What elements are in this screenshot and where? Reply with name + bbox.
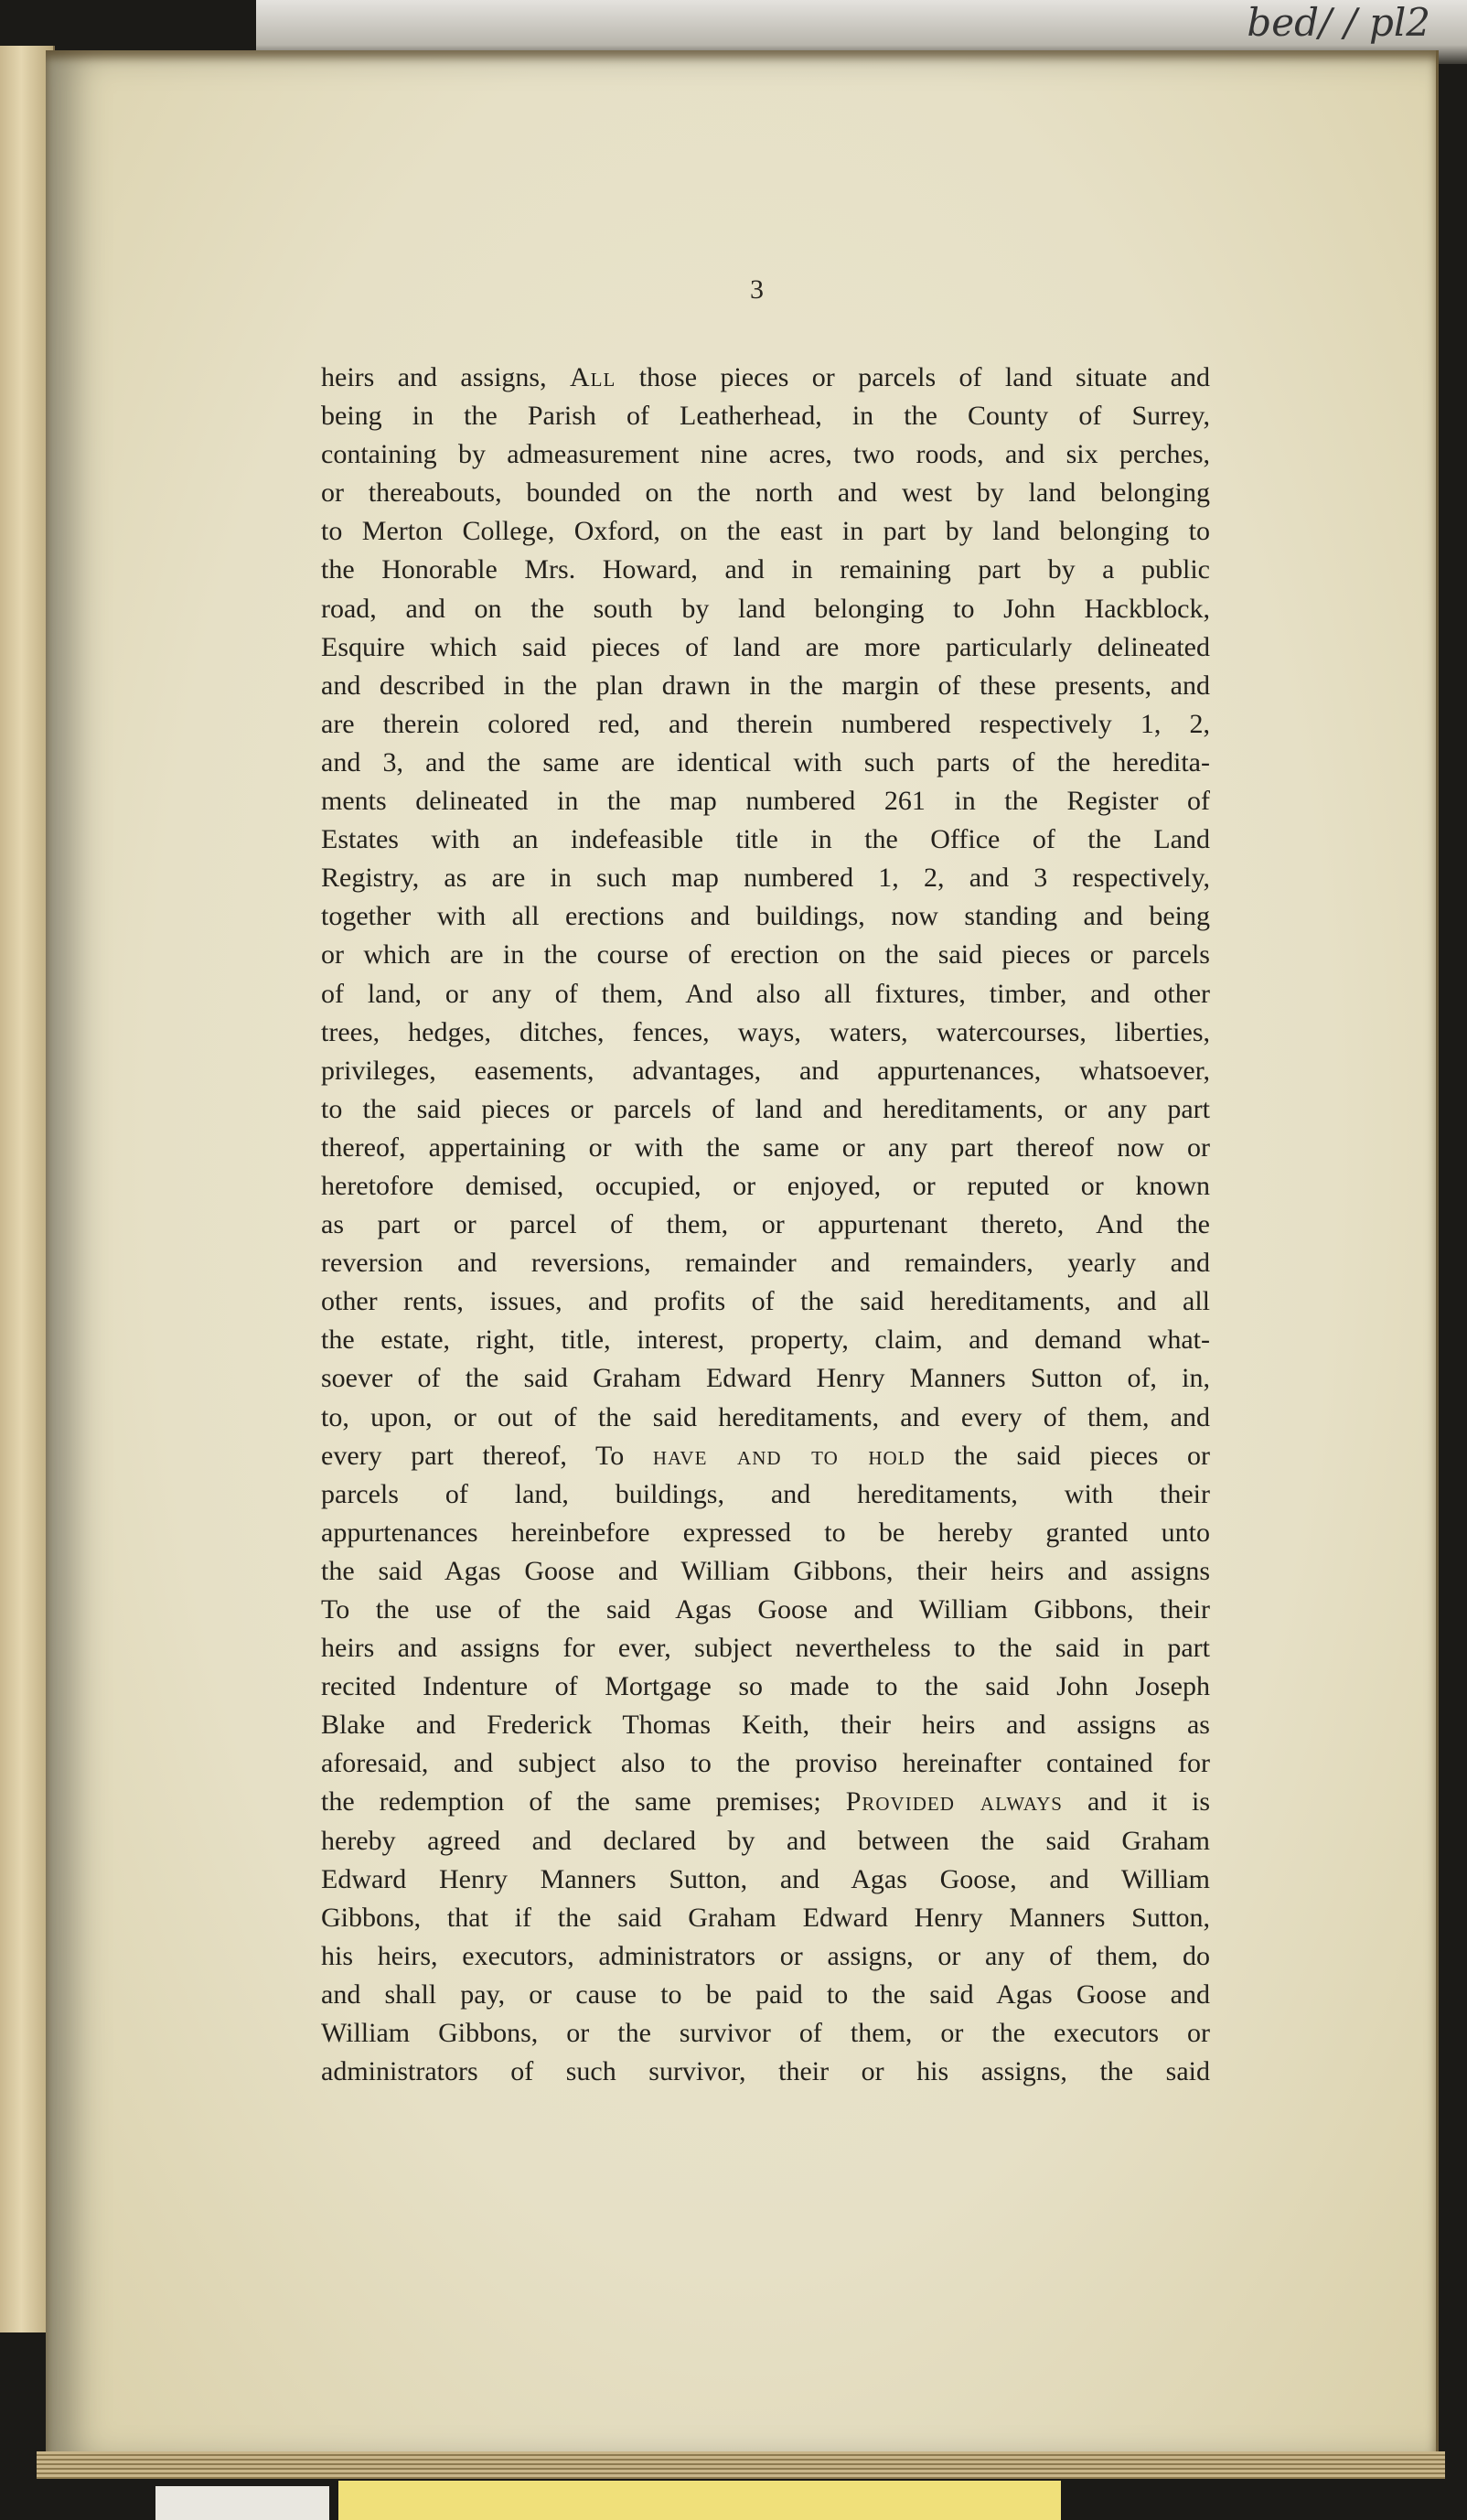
- text-segment: the Honorable Mrs. Howard, and in remaining part by a public: [321, 554, 1210, 585]
- text-segment: and it is: [1062, 1786, 1210, 1818]
- text-segment: to, upon, or out of the said hereditaments, and every of them, and: [321, 1401, 1210, 1432]
- text-segment: heirs and assigns,: [321, 362, 570, 392]
- text-line: [321, 820, 1210, 859]
- text-line: [321, 1359, 1210, 1398]
- page-edges: [37, 2451, 1445, 2479]
- text-line: [321, 1129, 1210, 1167]
- text-line: [321, 975, 1210, 1013]
- text-segment: reversion and reversions, remainder and remainders, yearly and: [321, 1248, 1210, 1279]
- text-line: [321, 1321, 1210, 1359]
- text-line: [321, 1744, 1210, 1783]
- text-segment: appurtenances hereinbefore expressed to be hereby granted unto: [321, 1517, 1210, 1548]
- text-segment: as part or parcel of them, or appurtenant thereto, And the: [321, 1209, 1210, 1240]
- text-segment: to Merton College, Oxford, on the east in part by land belonging to: [321, 516, 1210, 547]
- text-segment: other rents, issues, and profits of the said hereditaments, and all: [321, 1286, 1210, 1317]
- text-line: [321, 1667, 1210, 1706]
- text-line: [321, 551, 1210, 589]
- text-segment: Edward Henry Manners Sutton, and Agas Goose, and William: [321, 1863, 1210, 1894]
- text-segment: ments delineated in the map numbered 261 in the Register of: [321, 786, 1210, 817]
- text-line: [321, 1783, 1210, 1821]
- text-segment: parcels of land, buildings, and hereditaments, with their: [321, 1478, 1210, 1509]
- text-segment: soever of the said Graham Edward Henry Manners Sutton of, in,: [321, 1363, 1210, 1394]
- text-line: [321, 782, 1210, 820]
- text-segment: the redemption of the same premises;: [321, 1786, 846, 1818]
- text-line: [321, 1861, 1210, 1899]
- text-segment: Estates with an indefeasible title in the Office of the Land: [321, 824, 1210, 855]
- text-segment: or which are in the course of erection on the said pieces or parcels: [321, 939, 1210, 970]
- text-line: [321, 1899, 1210, 1937]
- text-line: [321, 2014, 1210, 2053]
- text-segment: Blake and Frederick Thomas Keith, their heirs and assigns as: [321, 1710, 1210, 1741]
- small-caps-phrase: All: [570, 362, 616, 392]
- text-segment: heirs and assigns for ever, subject nevertheless to the said in part: [321, 1633, 1210, 1664]
- sticky-note: [338, 2481, 1061, 2520]
- page-number: 3: [750, 274, 764, 305]
- text-segment: trees, hedges, ditches, fences, ways, waters, watercourses, liberties,: [321, 1016, 1210, 1047]
- text-segment: privileges, easements, advantages, and appurtenances, whatsoever,: [321, 1055, 1210, 1086]
- text-segment: administrators of such survivor, their or his assigns, the said: [321, 2056, 1210, 2087]
- text-segment: and 3, and the same are identical with such parts of the heredita-: [321, 746, 1210, 777]
- text-line: [321, 1167, 1210, 1206]
- text-line: [321, 1937, 1210, 1976]
- text-segment: Gibbons, that if the said Graham Edward Henry Manners Sutton,: [321, 1902, 1210, 1933]
- text-segment: being in the Parish of Leatherhead, in the County of Surrey,: [321, 401, 1210, 432]
- text-line: [321, 359, 1210, 397]
- text-line: [321, 512, 1210, 551]
- text-line: [321, 1244, 1210, 1282]
- text-line: [321, 1282, 1210, 1321]
- text-segment: or thereabouts, bounded on the north and west by land belonging: [321, 477, 1210, 509]
- text-segment: To the use of the said Agas Goose and William Gibbons, their: [321, 1594, 1210, 1625]
- text-line: [321, 859, 1210, 897]
- text-line: [321, 1013, 1210, 1052]
- text-line: [321, 2053, 1210, 2091]
- text-line: [321, 705, 1210, 744]
- text-line: [321, 1976, 1210, 2014]
- text-line: [321, 1514, 1210, 1552]
- text-segment: aforesaid, and subject also to the proviso hereinafter contained for: [321, 1748, 1210, 1779]
- text-segment: Registry, as are in such map numbered 1, 2, and 3 respectively,: [321, 863, 1210, 894]
- text-segment: heretofore demised, occupied, or enjoyed, or reputed or known: [321, 1170, 1210, 1201]
- text-line: [321, 474, 1210, 512]
- text-line: [321, 1591, 1210, 1629]
- text-line: [321, 1090, 1210, 1129]
- text-line: [321, 1052, 1210, 1090]
- text-segment: those pieces or parcels of land situate and: [616, 362, 1210, 392]
- text-segment: road, and on the south by land belonging to John Hackblock,: [321, 593, 1210, 624]
- text-line: [321, 667, 1210, 705]
- text-segment: thereof, appertaining or with the same or any part thereof now or: [321, 1131, 1210, 1163]
- text-line: [321, 1437, 1210, 1475]
- text-segment: Esquire which said pieces of land are more particularly delineated: [321, 631, 1210, 662]
- text-segment: of land, or any of them, And also all fixtures, timber, and other: [321, 978, 1210, 1009]
- text-line: [321, 1629, 1210, 1667]
- small-caps-phrase: have and to hold: [652, 1440, 926, 1471]
- text-segment: his heirs, executors, administrators or assigns, or any of them, do: [321, 1940, 1210, 1971]
- text-segment: the estate, right, title, interest, property, claim, and demand what-: [321, 1324, 1210, 1356]
- text-segment: the said pieces or: [925, 1440, 1210, 1471]
- text-line: [321, 1822, 1210, 1861]
- text-segment: together with all erections and buildings, now standing and being: [321, 901, 1210, 932]
- text-line: [321, 435, 1210, 474]
- text-segment: hereby agreed and declared by and between the said Graham: [321, 1825, 1210, 1856]
- text-line: [321, 590, 1210, 628]
- text-line: [321, 744, 1210, 782]
- text-line: [321, 936, 1210, 974]
- text-line: [321, 1552, 1210, 1591]
- text-line: [321, 1706, 1210, 1744]
- text-segment: and shall pay, or cause to be paid to the said Agas Goose and: [321, 1978, 1210, 2010]
- text-segment: to the said pieces or parcels of land and hereditaments, or any part: [321, 1093, 1210, 1124]
- paper-slip: [155, 2486, 329, 2520]
- text-segment: the said Agas Goose and William Gibbons, their heirs and assigns: [321, 1555, 1210, 1586]
- text-line: [321, 1206, 1210, 1244]
- text-segment: and described in the plan drawn in the margin of these presents, and: [321, 670, 1210, 701]
- handwritten-margin-note: bed/ / pl2: [1247, 0, 1430, 45]
- text-segment: every part thereof, To: [321, 1440, 653, 1471]
- text-line: [321, 1475, 1210, 1514]
- text-line: [321, 397, 1210, 435]
- small-caps-phrase: Provided always: [845, 1786, 1063, 1818]
- text-segment: are therein colored red, and therein numbered respectively 1, 2,: [321, 708, 1210, 739]
- text-segment: recited Indenture of Mortgage so made to the said John Joseph: [321, 1671, 1210, 1702]
- text-segment: William Gibbons, or the survivor of them, or the executors or: [321, 2018, 1210, 2049]
- text-line: [321, 897, 1210, 936]
- text-line: [321, 1399, 1210, 1437]
- document-body-text: [321, 359, 1210, 2091]
- text-segment: containing by admeasurement nine acres, two roods, and six perches,: [321, 439, 1210, 470]
- text-line: [321, 628, 1210, 667]
